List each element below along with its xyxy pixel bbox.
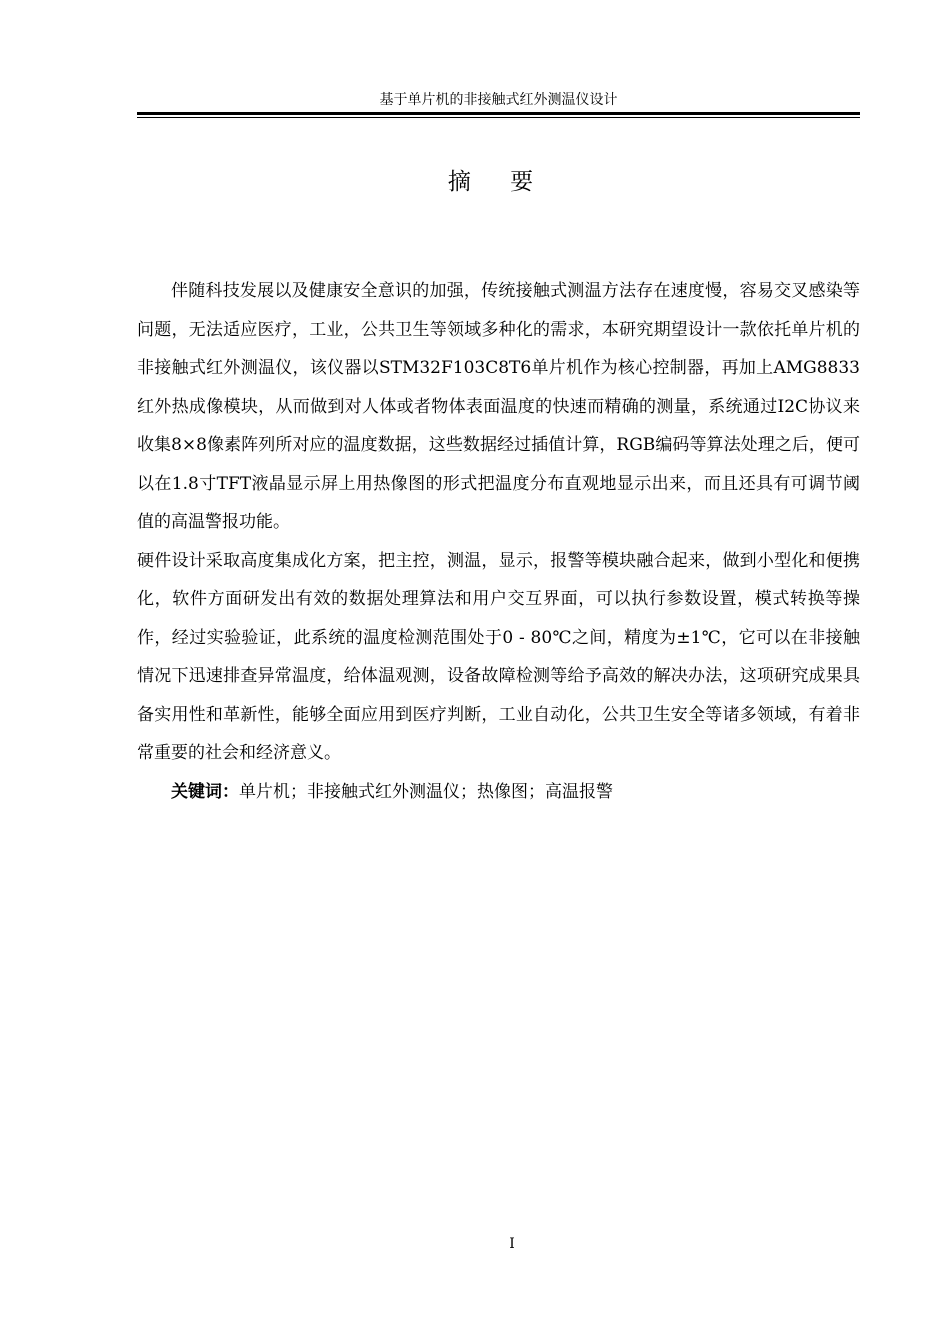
keywords-line (137, 773, 860, 812)
header-rule (137, 112, 860, 118)
abstract-paragraph-1: 伴随科技发展以及健康安全意识的加强，传统接触式测温方法存在速度慢，容易交叉感染等问题，无法适应医疗，工业，公共卫生等领域多种化的需求，本研究期望设计一款依托单片机的非接触式红外测温仪，该仪器以STM32F103C8T6单片机作为核心控制器，再加上AMG8833红外热成像模块，从而做到对人体或者物体表面温度的快速而精确的测量，系统通过I2C协议来收集8×8像素阵列所对应的温度数据，这些数据经过插值计算，RGB编码等算法处理之后，便可以在1.8寸TFT液晶显示屏上用热像图的形式把温度分布直观地显示出来，而且还具有可调节阈值的高温警报功能。 (137, 281, 860, 532)
abstract-paragraph-2: 硬件设计采取高度集成化方案，把主控，测温，显示，报警等模块融合起来，做到小型化和便携化，软件方面研发出有效的数据处理算法和用户交互界面，可以执行参数设置，模式转换等操作，经过实验验证，此系统的温度检测范围处于0 - 80℃之间，精度为±1℃，它可以在非接触情况下迅速排查异常温度，给体温观测，设备故障检测等给予高效的解决办法，这项研究成果具备实用性和革新性，能够全面应用到医疗判断，工业自动化，公共卫生安全等诸多领域，有着非常重要的社会和经济意义。 (137, 550, 860, 763)
keywords-label: 关键词： (171, 781, 239, 802)
abstract-body (137, 272, 860, 811)
page-number: I (509, 1236, 515, 1252)
running-header: 基于单片机的非接触式红外测温仪设计 (379, 92, 618, 108)
abstract-heading: 摘 要 (447, 169, 550, 195)
keywords-value: 单片机；非接触式红外测温仪；热像图；高温报警 (239, 781, 613, 802)
